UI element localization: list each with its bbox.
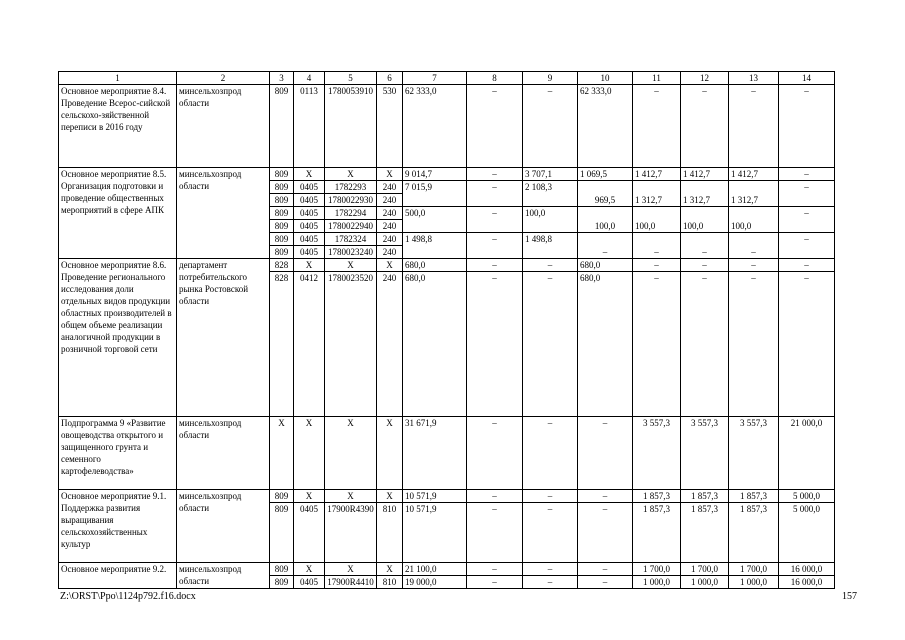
file-path: Z:\ORST\Ppo\1124p792.f16.docx (60, 591, 196, 602)
cell: – (467, 207, 523, 233)
col-header: 3 (270, 72, 294, 85)
cell: 809 (270, 207, 294, 220)
cell: 1 312,7 (729, 181, 779, 207)
cell: 100,0 (633, 207, 681, 233)
cell: – (578, 490, 633, 503)
cell: 680,0 (578, 259, 633, 272)
cell: – (729, 272, 779, 417)
cell: Х (294, 259, 325, 272)
cell: 100,0 (578, 207, 633, 233)
cell: – (467, 259, 523, 272)
cell: – (467, 85, 523, 168)
cell: 100,0 (681, 207, 729, 233)
cell: – (523, 503, 578, 563)
cell: 5 000,0 (779, 503, 835, 563)
cell: 1780023240 (325, 246, 377, 259)
header-row (59, 72, 835, 85)
cell: 809 (270, 181, 294, 194)
cell: 240 (377, 207, 403, 220)
cell: – (467, 417, 523, 490)
cell: Х (325, 490, 377, 503)
cell: Х (294, 563, 325, 576)
col-header: 9 (523, 72, 578, 85)
cell: 1780053910 (325, 85, 377, 168)
cell: 0405 (294, 194, 325, 207)
cell: 1780022940 (325, 220, 377, 233)
cell: – (523, 563, 578, 576)
cell: 809 (270, 168, 294, 181)
col-header: 6 (377, 72, 403, 85)
cell: – (467, 563, 523, 576)
cell: 1 857,3 (681, 490, 729, 503)
cell: – (633, 259, 681, 272)
cell: – (467, 233, 523, 259)
cell: – (523, 417, 578, 490)
cell: 1 857,3 (633, 490, 681, 503)
cell: 1 000,0 (729, 576, 779, 589)
cell: 828 (270, 259, 294, 272)
cell: 1 412,7 (633, 168, 681, 181)
cell: – (779, 181, 835, 207)
cell: 1 000,0 (633, 576, 681, 589)
executor: департамент потребительского рынка Ростовской области (177, 259, 270, 417)
cell: 62 333,0 (578, 85, 633, 168)
cell: 3 557,3 (633, 417, 681, 490)
col-header: 8 (467, 72, 523, 85)
table-row (59, 417, 835, 490)
cell: 31 671,9 (403, 417, 467, 490)
budget-table-container (58, 71, 835, 589)
cell: 1 498,8 (523, 233, 578, 259)
cell: 0405 (294, 246, 325, 259)
cell: – (467, 490, 523, 503)
cell: – (633, 272, 681, 417)
cell: – (467, 503, 523, 563)
executor: минсельхозпрод области (177, 85, 270, 168)
cell: Х (325, 417, 377, 490)
cell: Х (377, 259, 403, 272)
executor: минсельхозпрод области (177, 168, 270, 259)
cell: 100,0 (729, 207, 779, 233)
cell: 809 (270, 576, 294, 589)
cell: 10 571,9 (403, 490, 467, 503)
measure-name: Основное мероприятие 8.4. Проведение Всерос-сийской сельскохо-зяйственной переписи в 2016 году (59, 85, 177, 168)
cell: 16 000,0 (779, 576, 835, 589)
col-header: 13 (729, 72, 779, 85)
budget-table (58, 71, 835, 589)
executor: минсельхозпрод области (177, 563, 270, 589)
cell: 810 (377, 576, 403, 589)
cell: – (779, 85, 835, 168)
cell: 809 (270, 220, 294, 233)
executor: минсельхозпрод области (177, 490, 270, 563)
cell: – (681, 233, 729, 259)
cell: 1782294 (325, 207, 377, 220)
cell: 809 (270, 85, 294, 168)
cell: 1 857,3 (681, 503, 729, 563)
executor: минсельхозпрод области (177, 417, 270, 490)
cell: 3 557,3 (681, 417, 729, 490)
cell: 969,5 (578, 181, 633, 207)
cell: 240 (377, 233, 403, 246)
cell: 0405 (294, 220, 325, 233)
cell: – (523, 272, 578, 417)
measure-name: Основное мероприятие 9.1. Поддержка развития выращивания сельскохозяйственных культур (59, 490, 177, 563)
cell: – (681, 85, 729, 168)
cell: – (523, 490, 578, 503)
cell: Х (270, 417, 294, 490)
cell: 1 312,7 (633, 181, 681, 207)
cell: – (779, 207, 835, 233)
cell: 1 498,8 (403, 233, 467, 259)
col-header: 12 (681, 72, 729, 85)
cell: 1 312,7 (681, 181, 729, 207)
table-row (59, 259, 835, 272)
cell: 1782324 (325, 233, 377, 246)
cell: 7 015,9 (403, 181, 467, 207)
cell: 809 (270, 233, 294, 246)
col-header: 1 (59, 72, 177, 85)
cell: 19 000,0 (403, 576, 467, 589)
cell: 0405 (294, 503, 325, 563)
cell: 809 (270, 246, 294, 259)
cell: 809 (270, 563, 294, 576)
cell: 1780023520 (325, 272, 377, 417)
cell: 240 (377, 272, 403, 417)
cell: – (729, 259, 779, 272)
cell: 828 (270, 272, 294, 417)
cell: 2 108,3 (523, 181, 578, 207)
cell: 809 (270, 503, 294, 563)
cell: – (729, 85, 779, 168)
cell: – (779, 272, 835, 417)
cell: – (578, 563, 633, 576)
cell: Х (325, 168, 377, 181)
cell: Х (294, 168, 325, 181)
cell: 530 (377, 85, 403, 168)
cell: – (779, 168, 835, 181)
cell: 100,0 (523, 207, 578, 233)
cell: Х (377, 417, 403, 490)
cell: 1 857,3 (729, 503, 779, 563)
cell: 1 857,3 (633, 503, 681, 563)
cell: – (578, 503, 633, 563)
col-header: 10 (578, 72, 633, 85)
cell: 0412 (294, 272, 325, 417)
measure-name: Основное мероприятие 8.5. Организация подготовки и проведение общественных мероприятий в сфере АПК (59, 168, 177, 259)
cell: 240 (377, 181, 403, 194)
cell: 17900R4390 (325, 503, 377, 563)
cell: – (467, 576, 523, 589)
cell: 17900R4410 (325, 576, 377, 589)
col-header: 11 (633, 72, 681, 85)
col-header: 2 (177, 72, 270, 85)
cell: – (467, 168, 523, 181)
cell: – (578, 233, 633, 259)
cell: – (779, 233, 835, 259)
cell: – (729, 233, 779, 259)
table-row (59, 168, 835, 181)
cell: 809 (270, 194, 294, 207)
measure-name: Подпрограмма 9 «Развитие овощеводства открытого и защищенного грунта и семенного картофелеводства» (59, 417, 177, 490)
table-row (59, 490, 835, 503)
cell: – (633, 85, 681, 168)
cell: 0405 (294, 207, 325, 220)
cell: 500,0 (403, 207, 467, 233)
measure-name: Основное мероприятие 9.2. (59, 563, 177, 589)
cell: 1 700,0 (729, 563, 779, 576)
cell: 240 (377, 194, 403, 207)
table-row (59, 85, 835, 168)
cell: 1 857,3 (729, 490, 779, 503)
cell: Х (325, 563, 377, 576)
cell: 0405 (294, 576, 325, 589)
measure-name: Основное мероприятие 8.6. Проведение регионального исследования доли отдельных видов продукции областных производителей в общем объеме реализации аналогичной продукции в розничной торговой сети (59, 259, 177, 417)
page-number: 157 (842, 591, 857, 602)
cell: Х (377, 168, 403, 181)
cell: 9 014,7 (403, 168, 467, 181)
cell: 21 000,0 (779, 417, 835, 490)
cell: 240 (377, 220, 403, 233)
cell: 1 412,7 (729, 168, 779, 181)
cell: – (681, 259, 729, 272)
col-header: 14 (779, 72, 835, 85)
cell: 16 000,0 (779, 563, 835, 576)
cell: 1780022930 (325, 194, 377, 207)
cell: – (779, 259, 835, 272)
cell: Х (377, 490, 403, 503)
cell: 1 000,0 (681, 576, 729, 589)
cell: Х (294, 490, 325, 503)
cell: 10 571,9 (403, 503, 467, 563)
cell: 809 (270, 490, 294, 503)
cell: Х (377, 563, 403, 576)
cell: – (523, 576, 578, 589)
cell: 3 557,3 (729, 417, 779, 490)
cell: – (578, 417, 633, 490)
cell: 680,0 (403, 259, 467, 272)
cell: 5 000,0 (779, 490, 835, 503)
cell: 680,0 (403, 272, 467, 417)
cell: 0405 (294, 181, 325, 194)
cell: – (467, 272, 523, 417)
cell: – (681, 272, 729, 417)
cell: 3 707,1 (523, 168, 578, 181)
cell: – (523, 85, 578, 168)
cell: 1782293 (325, 181, 377, 194)
cell: 810 (377, 503, 403, 563)
col-header: 5 (325, 72, 377, 85)
cell: Х (294, 417, 325, 490)
table-row (59, 563, 835, 576)
col-header: 7 (403, 72, 467, 85)
cell: – (467, 181, 523, 207)
cell: 0405 (294, 233, 325, 246)
col-header: 4 (294, 72, 325, 85)
cell: 0113 (294, 85, 325, 168)
cell: 240 (377, 246, 403, 259)
cell: – (523, 259, 578, 272)
cell: – (633, 233, 681, 259)
cell: – (578, 576, 633, 589)
cell: Х (325, 259, 377, 272)
cell: 1 069,5 (578, 168, 633, 181)
cell: 680,0 (578, 272, 633, 417)
cell: 21 100,0 (403, 563, 467, 576)
cell: 1 700,0 (681, 563, 729, 576)
cell: 62 333,0 (403, 85, 467, 168)
cell: 1 412,7 (681, 168, 729, 181)
cell: 1 700,0 (633, 563, 681, 576)
